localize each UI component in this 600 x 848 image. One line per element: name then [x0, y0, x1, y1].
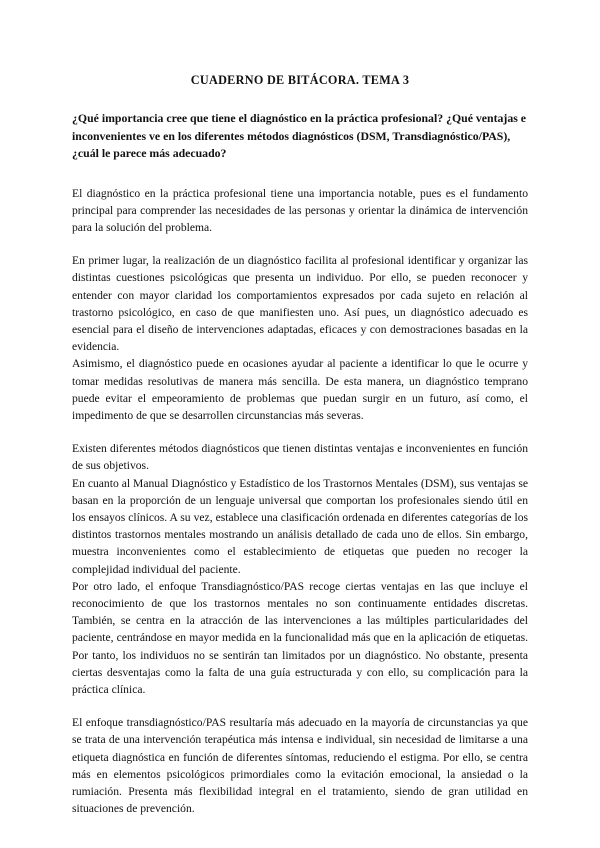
paragraph-dsm: En cuanto al Manual Diagnóstico y Estadístico de los Trastornos Mentales (DSM), sus ventajas se basan en la proporción de un lenguaje universal que comportan los profesionales siendo útil en los ensayos clínicos. A su vez, establece una clasificación ordenada en diferentes categorías de los distintos trastornos mentales mostrando un análisis detallado de cada uno de ellos. Sin embargo, muestra inconvenientes como el establecimiento de etiquetas que pueden no recoger la complejidad individual del paciente.	[72, 476, 528, 576]
paragraph-intro: El diagnóstico en la práctica profesional tiene una importancia notable, pues es el fundamento principal para comprender las necesidades de las personas y orientar la dinámica de intervención para la solución del problema.	[72, 186, 528, 234]
paragraph-first-place: En primer lugar, la realización de un diagnóstico facilita al profesional identificar y organizar las distintas cuestiones psicológicas que presenta un individuo. Por ello, se pueden reconocer y entender con mayor claridad los comportamientos expresados por cada sujeto en relación al trastorno psicológico, en caso de que manifiesten uno. Así pues, un diagnóstico adecuado es esencial para el diseño de intervenciones adaptadas, eficaces y con demostraciones basadas en la evidencia.	[72, 254, 528, 354]
document-title: CUADERNO DE BITÁCORA. TEMA 3	[190, 73, 410, 87]
paragraph-transdiagnostic: Por otro lado, el enfoque Transdiagnóstico/PAS recoge ciertas ventajas en las que incluye el reconocimiento de que los trastornos mentales no son continuamente entidades discretas. También, se centra en la atracción de las intervenciones a las múltiples particularidades del paciente, centrándose en mayor medida en la funcionalidad más que en la aplicación de etiquetas. Por tanto, los individuos no se sentirán tan limitados por un diagnóstico. No obstante, presenta ciertas desventajas como la falta de una guía estructurada y con ello, su complicación para la práctica clínica.	[72, 579, 528, 696]
question-text: ¿Qué importancia cree que tiene el diagnóstico en la práctica profesional? ¿Qué ventajas e inconvenientes ve en los diferentes métodos diagnósticos (DSM, Transdiagnóstico/PAS), ¿cuál le parece más adecuado?	[72, 111, 527, 160]
paragraph-conclusion: El enfoque transdiagnóstico/PAS resultaría más adecuado en la mayoría de circunstancias ya que se trata de una intervención terapéutica más intensa e individual, sin necesidad de limitarse a una etiqueta diagnóstica en función de diferentes síntomas, reduciendo el estigma. Por ello, se centra más en elementos psicológicos primordiales como la evitación emocional, la ansiedad o la rumiación. Presenta más flexibilidad integral en el tratamiento, siendo de gran utilidad en situaciones de prevención.	[72, 716, 528, 816]
paragraph-methods: Existen diferentes métodos diagnósticos que tienen distintas ventajas e inconvenientes en función de sus objetivos.	[72, 442, 528, 473]
paragraph-likewise: Asimismo, el diagnóstico puede en ocasiones ayudar al paciente a identificar lo que le ocurre y tomar medidas resolutivas de manera más sencilla. De esta manera, un diagnóstico temprano puede evitar el empeoramiento de problemas que puedan surgir en un futuro, así como, el impedimento de que se desarrollen circunstancias más severas.	[72, 357, 528, 422]
